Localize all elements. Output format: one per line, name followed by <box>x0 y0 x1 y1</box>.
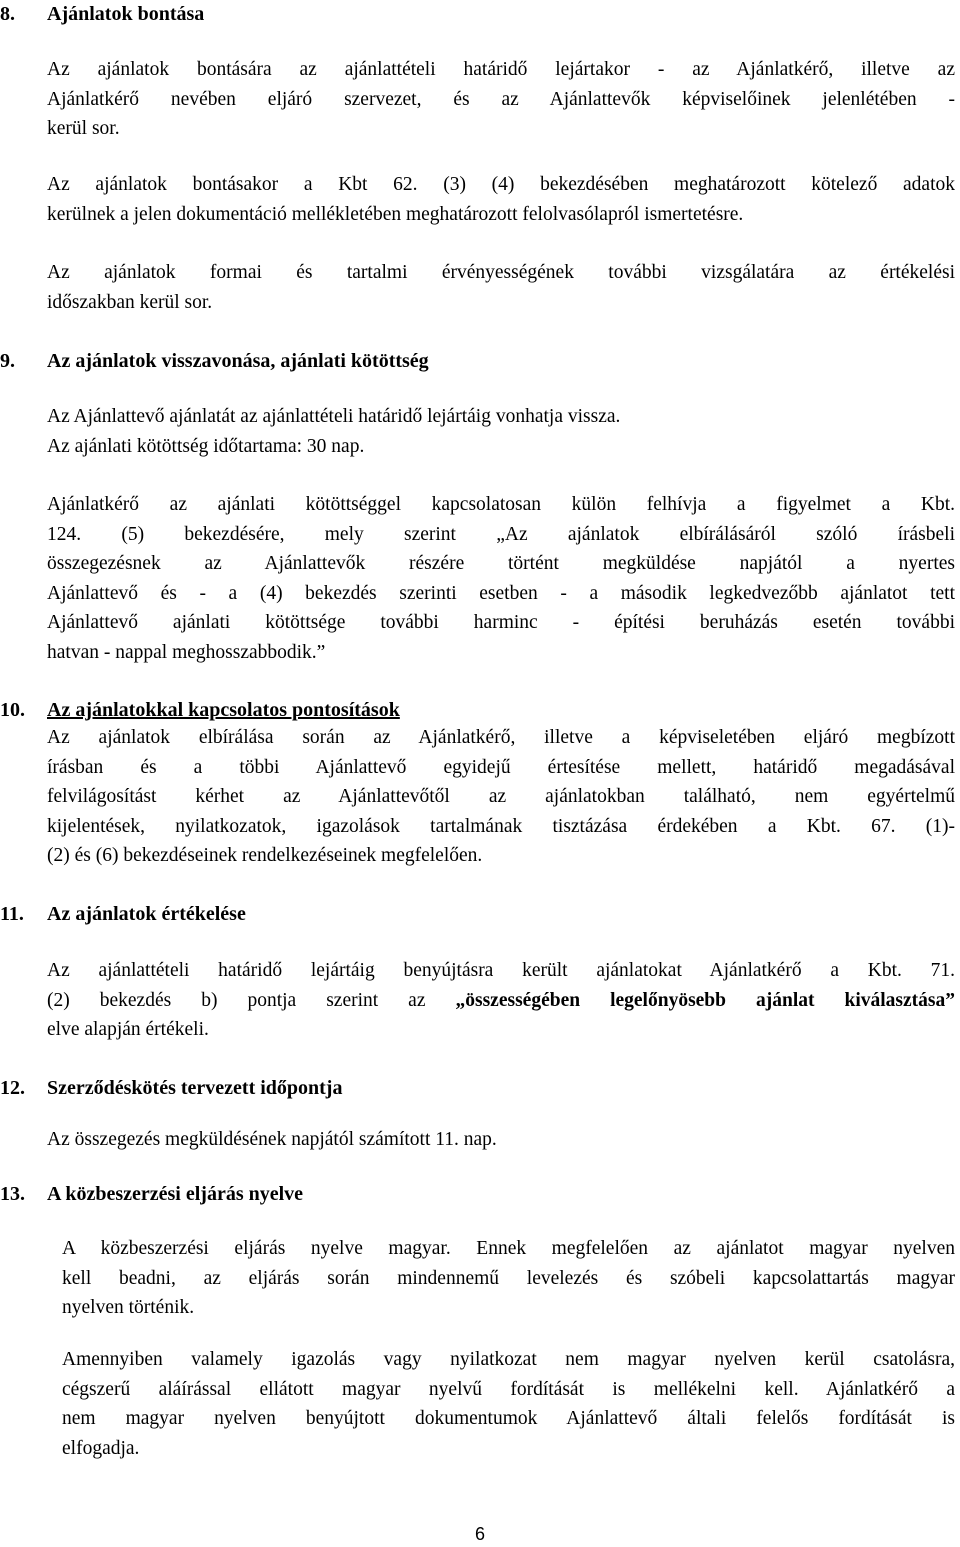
section-13-paragraph-1 <box>62 1234 955 1323</box>
section-title: Szerződéskötés tervezett időpontja <box>47 1077 343 1099</box>
section-11-paragraph-1 <box>47 956 955 1045</box>
emphasis-text: „összességében legelőnyösebb ajánlat kiválasztása” <box>455 989 956 1011</box>
section-9-paragraph-2 <box>47 490 955 668</box>
section-title: Ajánlatok bontása <box>47 3 205 25</box>
text-line: kell beadni, az eljárás során mindennemű levelezés és szóbeli kapcsolattartás magyar <box>62 1267 955 1289</box>
text-line: 124. (5) bekezdésére, mely szerint „Az ajánlatok elbírálásáról szóló írásbeli <box>47 523 955 545</box>
section-number: 11. <box>0 903 24 925</box>
page-number: 6 <box>474 1524 485 1544</box>
section-title: Az ajánlatok értékelése <box>47 903 246 925</box>
text-line: Az Ajánlattevő ajánlatát az ajánlattételi határidő lejártáig vonhatja vissza. <box>47 406 621 427</box>
section-number: 10. <box>0 699 25 721</box>
text-line: nyelven történik. <box>62 1297 195 1319</box>
text-line: felvilágosítást kérhet az Ajánlattevőtől az ajánlatokban található, nem egyértelmű <box>47 786 955 808</box>
text-line: nem magyar nyelven benyújtott dokumentumok Ajánlattevő általi felelős fordítását is <box>62 1408 955 1430</box>
text-line: Az ajánlattételi határidő lejártáig benyújtásra került ajánlatokat Ajánlatkérő a Kbt. 71. <box>47 960 955 981</box>
section-number: 13. <box>0 1183 25 1205</box>
text-line: Az ajánlatok bontására az ajánlattételi határidő lejártakor - az Ajánlatkérő, illetve az <box>47 59 955 80</box>
section-8-paragraph-1 <box>47 55 955 144</box>
section-9-paragraph-1 <box>47 402 955 461</box>
section-11-heading <box>0 902 246 926</box>
section-12-paragraph-1 <box>47 1125 955 1155</box>
text-line: kijelentések, nyilatkozatok, igazolások tartalmának tisztázása érdekében a Kbt. 67. (1)- <box>47 815 955 837</box>
text-line: Amennyiben valamely igazolás vagy nyilatkozat nem magyar nyelven kerül csatolásra, <box>62 1349 955 1370</box>
section-12-heading <box>0 1076 342 1100</box>
text-line: írásban és a többi Ajánlattevő egyidejű értesítése mellett, határidő megadásával <box>47 756 955 778</box>
section-title: A közbeszerzési eljárás nyelve <box>47 1183 304 1205</box>
text-line: Ajánlattevő ajánlati kötöttsége további harminc - építési beruházás esetén további <box>47 612 955 634</box>
section-13-heading <box>0 1182 303 1206</box>
text-line: cégszerű aláírással ellátott magyar nyelvű fordítását is mellékelni kell. Ajánlatkérő a <box>62 1378 955 1400</box>
text-line: Az ajánlatok bontásakor a Kbt 62. (3) (4) bekezdésében meghatározott kötelező adatok <box>47 174 955 195</box>
section-number: 12. <box>0 1077 25 1099</box>
text-line: Ajánlattevő és - a (4) bekezdés szerinti esetben - a második legkedvezőbb ajánlatot tett <box>47 582 955 604</box>
section-number: 8. <box>0 3 15 25</box>
section-9-heading <box>0 349 429 373</box>
text-line: Az ajánlatok formai és tartalmi érvényességének további vizsgálatára az értékelési <box>47 262 955 283</box>
text-line: Ajánlatkérő az ajánlati kötöttséggel kapcsolatosan külön felhívja a figyelmet a Kbt. <box>47 494 955 515</box>
text-line: kerül sor. <box>47 118 120 140</box>
text-line: Az ajánlatok elbírálása során az Ajánlatkérő, illetve a képviseletében eljáró megbízott <box>47 727 955 748</box>
text-line <box>47 986 955 1016</box>
section-10-paragraph-1 <box>47 723 955 871</box>
text-line: Az ajánlati kötöttség időtartama: 30 nap. <box>47 435 365 457</box>
text-line: A közbeszerzési eljárás nyelve magyar. Ennek megfelelően az ajánlatot magyar nyelven <box>62 1238 955 1259</box>
text-run: (2) bekezdés b) pontja szerint az <box>47 989 456 1011</box>
section-title: Az ajánlatokkal kapcsolatos pontosítások <box>47 699 400 721</box>
text-line: összegezésnek az Ajánlattevők részére történt megküldése napjától a nyertes <box>47 553 955 575</box>
text-line: hatvan - nappal meghosszabbodik.” <box>47 641 326 663</box>
section-13-paragraph-2 <box>62 1345 955 1463</box>
section-8-paragraph-3 <box>47 258 955 317</box>
text-line: elfogadja. <box>62 1437 140 1459</box>
text-line: elve alapján értékeli. <box>47 1019 209 1041</box>
section-number: 9. <box>0 350 15 372</box>
text-line: kerülnek a jelen dokumentáció mellékletében meghatározott felolvasólapról ismertetésre. <box>47 203 744 225</box>
text-line: időszakban kerül sor. <box>47 291 213 313</box>
section-10-heading <box>0 698 400 722</box>
section-8-paragraph-2 <box>47 170 955 229</box>
text-line: Az összegezés megküldésének napjától számított 11. nap. <box>47 1129 497 1150</box>
section-8-heading <box>0 2 204 26</box>
text-line: Ajánlatkérő nevében eljáró szervezet, és az Ajánlattevők képviselőinek jelenlétében - <box>47 88 955 110</box>
text-line: (2) és (6) bekezdéseinek rendelkezéseinek megfelelően. <box>47 845 483 867</box>
section-title: Az ajánlatok visszavonása, ajánlati kötöttség <box>47 350 429 372</box>
